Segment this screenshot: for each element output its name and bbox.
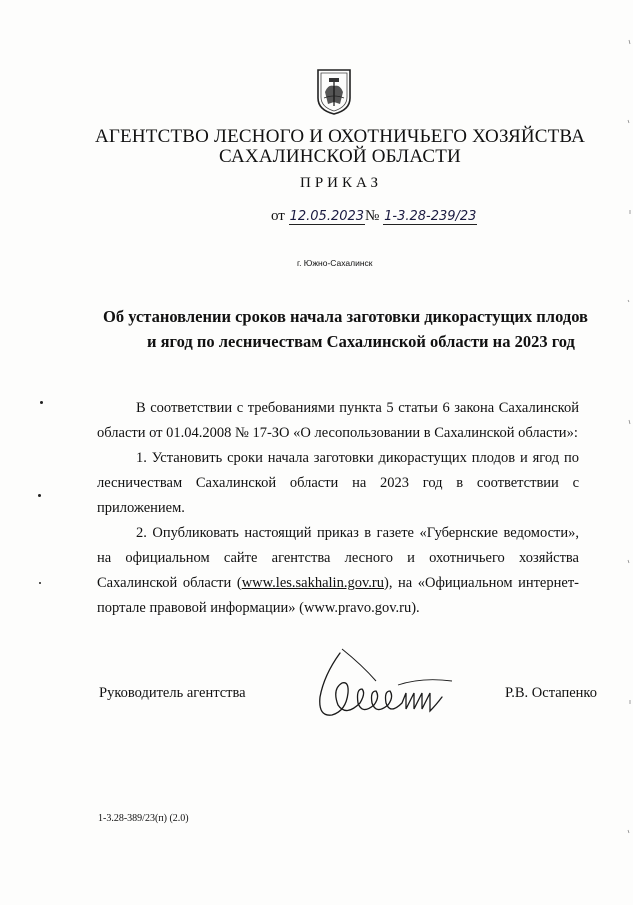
paragraph-item-2-start: 2. Опубликовать настоящий приказ в газете «Губернские ведомости», на официальном сайте агентства лесного и охотничьего хозяйства Сахалинской области ( bbox=[97, 525, 579, 591]
document-code: 1-3.28-389/23(п) (2.0) bbox=[98, 813, 189, 824]
document-type: ПРИКАЗ bbox=[300, 175, 382, 191]
paragraph-item-2 bbox=[97, 521, 579, 621]
paragraph-item-1: 1. Установить сроки начала заготовки дикорастущих плодов и ягод по лесничествам Сахалинской области на 2023 год в соответствии с приложением. bbox=[97, 450, 579, 516]
order-number: 1-3.28-239/23 bbox=[384, 209, 477, 224]
paragraph-basis: В соответствии с требованиями пункта 5 статьи 6 закона Сахалинской области от 01.04.2008 № 17-ЗО «О лесопользовании в Сахалинской области»: bbox=[97, 400, 579, 441]
date-prefix: от bbox=[271, 208, 285, 224]
scan-dot bbox=[40, 401, 43, 404]
paragraph-item-2-end: ), на «Официальном интернет-портале правовой информации» (www.pravo.gov.ru). bbox=[97, 575, 579, 616]
date-number-line bbox=[271, 208, 477, 225]
handwritten-signature bbox=[302, 645, 482, 725]
document-title-line2: и ягод по лесничествам Сахалинской области на 2023 год bbox=[147, 332, 575, 351]
city: г. Южно-Сахалинск bbox=[297, 258, 373, 268]
scan-dot bbox=[39, 582, 41, 584]
agency-name-line2: САХАЛИНСКОЙ ОБЛАСТИ bbox=[219, 146, 461, 167]
signatory-position: Руководитель агентства bbox=[99, 685, 246, 701]
number-sign: № bbox=[365, 208, 380, 224]
signatory-name: Р.В. Остапенко bbox=[505, 685, 597, 701]
order-date: 12.05.2023 bbox=[289, 209, 365, 224]
agency-website-link[interactable]: www.les.sakhalin.gov.ru bbox=[241, 575, 384, 591]
scan-edge-noise bbox=[623, 0, 633, 905]
coat-of-arms-icon bbox=[316, 68, 352, 116]
document-title-line1: Об установлении сроков начала заготовки дикорастущих плодов bbox=[103, 307, 588, 326]
agency-name-line1: АГЕНТСТВО ЛЕСНОГО И ОХОТНИЧЬЕГО ХОЗЯЙСТВА bbox=[94, 126, 586, 147]
scan-dot bbox=[38, 494, 41, 497]
